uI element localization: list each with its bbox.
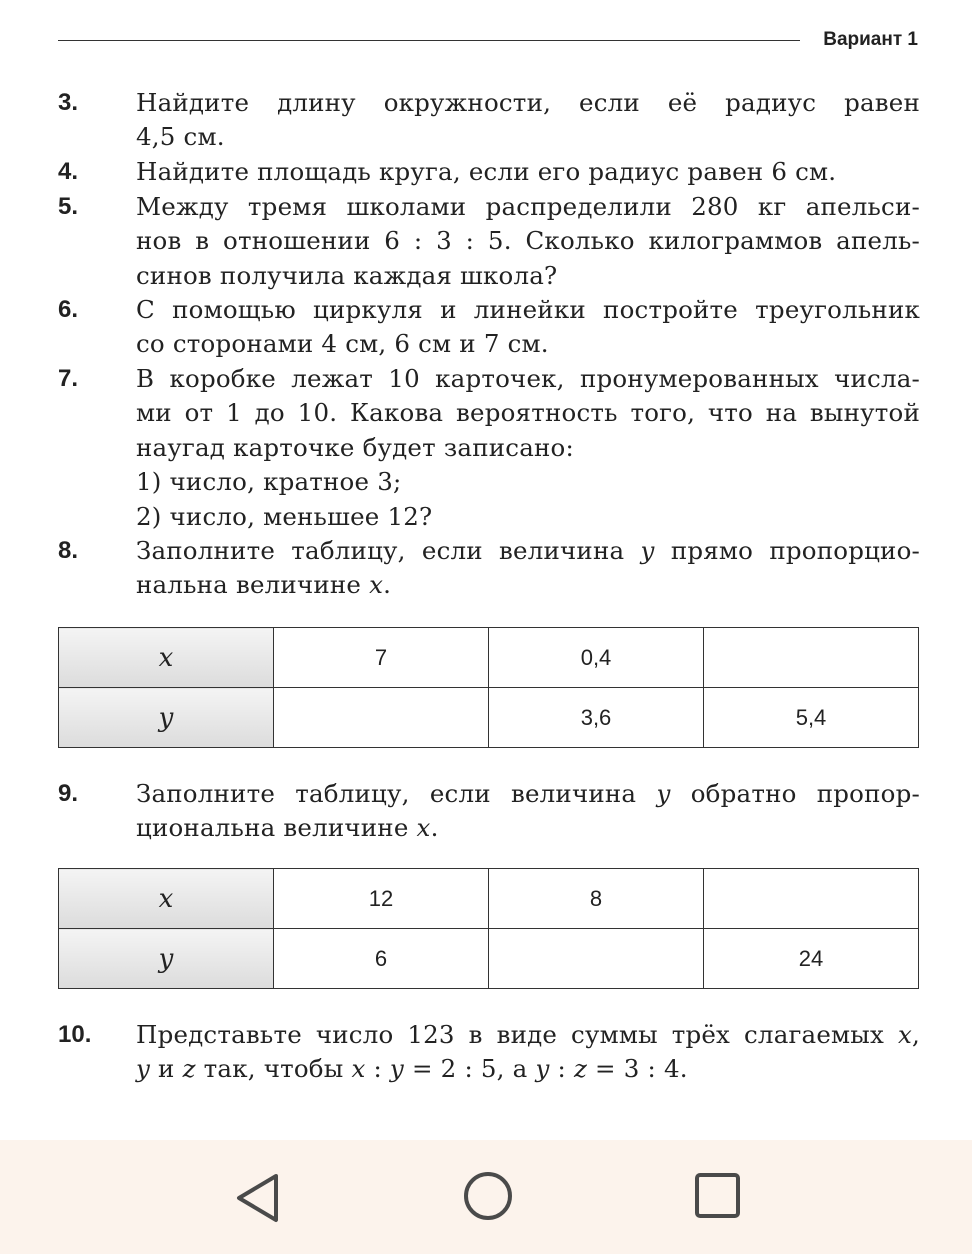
task-line: со сторонами 4 см, 6 см и 7 см. <box>136 329 549 359</box>
table-cell <box>704 869 919 929</box>
task-line: наугад карточке будет записано: <box>136 432 574 462</box>
table-direct-proportion <box>58 627 919 748</box>
table-row <box>59 869 919 929</box>
variant-label: Вариант 1 <box>823 29 918 50</box>
table-row <box>59 688 919 748</box>
task-number: 7. <box>58 365 79 392</box>
task-line: Представьте число 123 в виде суммы трёх слагаемых x, <box>136 1020 920 1049</box>
task-line: синов получила каждая школа? <box>136 260 558 290</box>
table-cell: 7 <box>274 628 489 688</box>
table-cell: 24 <box>704 929 919 989</box>
table-inverse-proportion <box>58 868 919 989</box>
task-line: С помощью циркуля и линейки постройте треугольник <box>136 295 920 324</box>
table-cell: 3,6 <box>489 688 704 748</box>
table-cell: 8 <box>489 869 704 929</box>
task-line: Между тремя школами распределили 280 кг апельси- <box>136 192 920 221</box>
task-text <box>136 1018 920 1087</box>
home-button[interactable] <box>458 1168 518 1228</box>
task-number: 8. <box>58 537 79 564</box>
task-number: 3. <box>58 89 79 116</box>
task-line: 2) число, меньшее 12? <box>136 501 433 531</box>
task-line: Заполните таблицу, если величина y обратно пропор- <box>136 779 920 808</box>
task-text <box>136 293 920 362</box>
task-line: В коробке лежат 10 карточек, пронумерованных числа- <box>136 364 920 393</box>
table-cell <box>274 688 489 748</box>
recents-button[interactable] <box>688 1168 748 1228</box>
task-line: 4,5 см. <box>136 122 225 152</box>
square-recents-icon <box>688 1168 748 1228</box>
back-button[interactable] <box>228 1168 288 1228</box>
task-line: нов в отношении 6 : 3 : 5. Сколько килограммов апель- <box>136 226 920 256</box>
row-header: y <box>59 688 274 748</box>
table-cell: 5,4 <box>704 688 919 748</box>
table-cell <box>489 929 704 989</box>
task-10 <box>58 1018 920 1087</box>
task-line: ми от 1 до 10. Какова вероятность того, что на вынутой <box>136 398 920 428</box>
table-cell: 6 <box>274 929 489 989</box>
task-5 <box>58 190 920 293</box>
table-cell: 12 <box>274 869 489 929</box>
task-line: нальна величине x. <box>136 570 392 600</box>
task-text <box>136 155 920 189</box>
row-header: y <box>59 929 274 989</box>
header-rule <box>58 40 800 41</box>
row-header: x <box>59 628 274 688</box>
table-cell: 0,4 <box>489 628 704 688</box>
triangle-back-icon <box>228 1168 288 1228</box>
task-line: Найдите площадь круга, если его радиус равен 6 см. <box>136 157 837 186</box>
row-header: x <box>59 869 274 929</box>
table-row <box>59 628 919 688</box>
navigation-bar <box>0 1140 972 1254</box>
task-number: 4. <box>58 158 79 185</box>
task-line: Найдите длину окружности, если её радиус равен <box>136 88 920 117</box>
task-line: 1) число, кратное 3; <box>136 467 402 497</box>
task-8 <box>58 534 920 603</box>
task-6 <box>58 293 920 362</box>
table-row <box>59 929 919 989</box>
task-number: 5. <box>58 193 79 220</box>
task-4 <box>58 155 920 189</box>
task-line: циональна величине x. <box>136 813 439 843</box>
task-9 <box>58 777 920 846</box>
task-line: y и z так, чтобы x : y = 2 : 5, а y : z = 3 : 4. <box>136 1054 688 1084</box>
task-number: 9. <box>58 780 79 807</box>
task-text <box>136 534 920 603</box>
task-text <box>136 777 920 846</box>
task-3 <box>58 86 920 155</box>
table-cell <box>704 628 919 688</box>
task-text <box>136 362 920 534</box>
task-text <box>136 86 920 155</box>
task-number: 6. <box>58 296 79 323</box>
task-7 <box>58 362 920 534</box>
circle-home-icon <box>458 1168 518 1228</box>
task-text <box>136 190 920 293</box>
task-number: 10. <box>58 1021 92 1048</box>
task-line: Заполните таблицу, если величина y прямо пропорцио- <box>136 536 920 565</box>
